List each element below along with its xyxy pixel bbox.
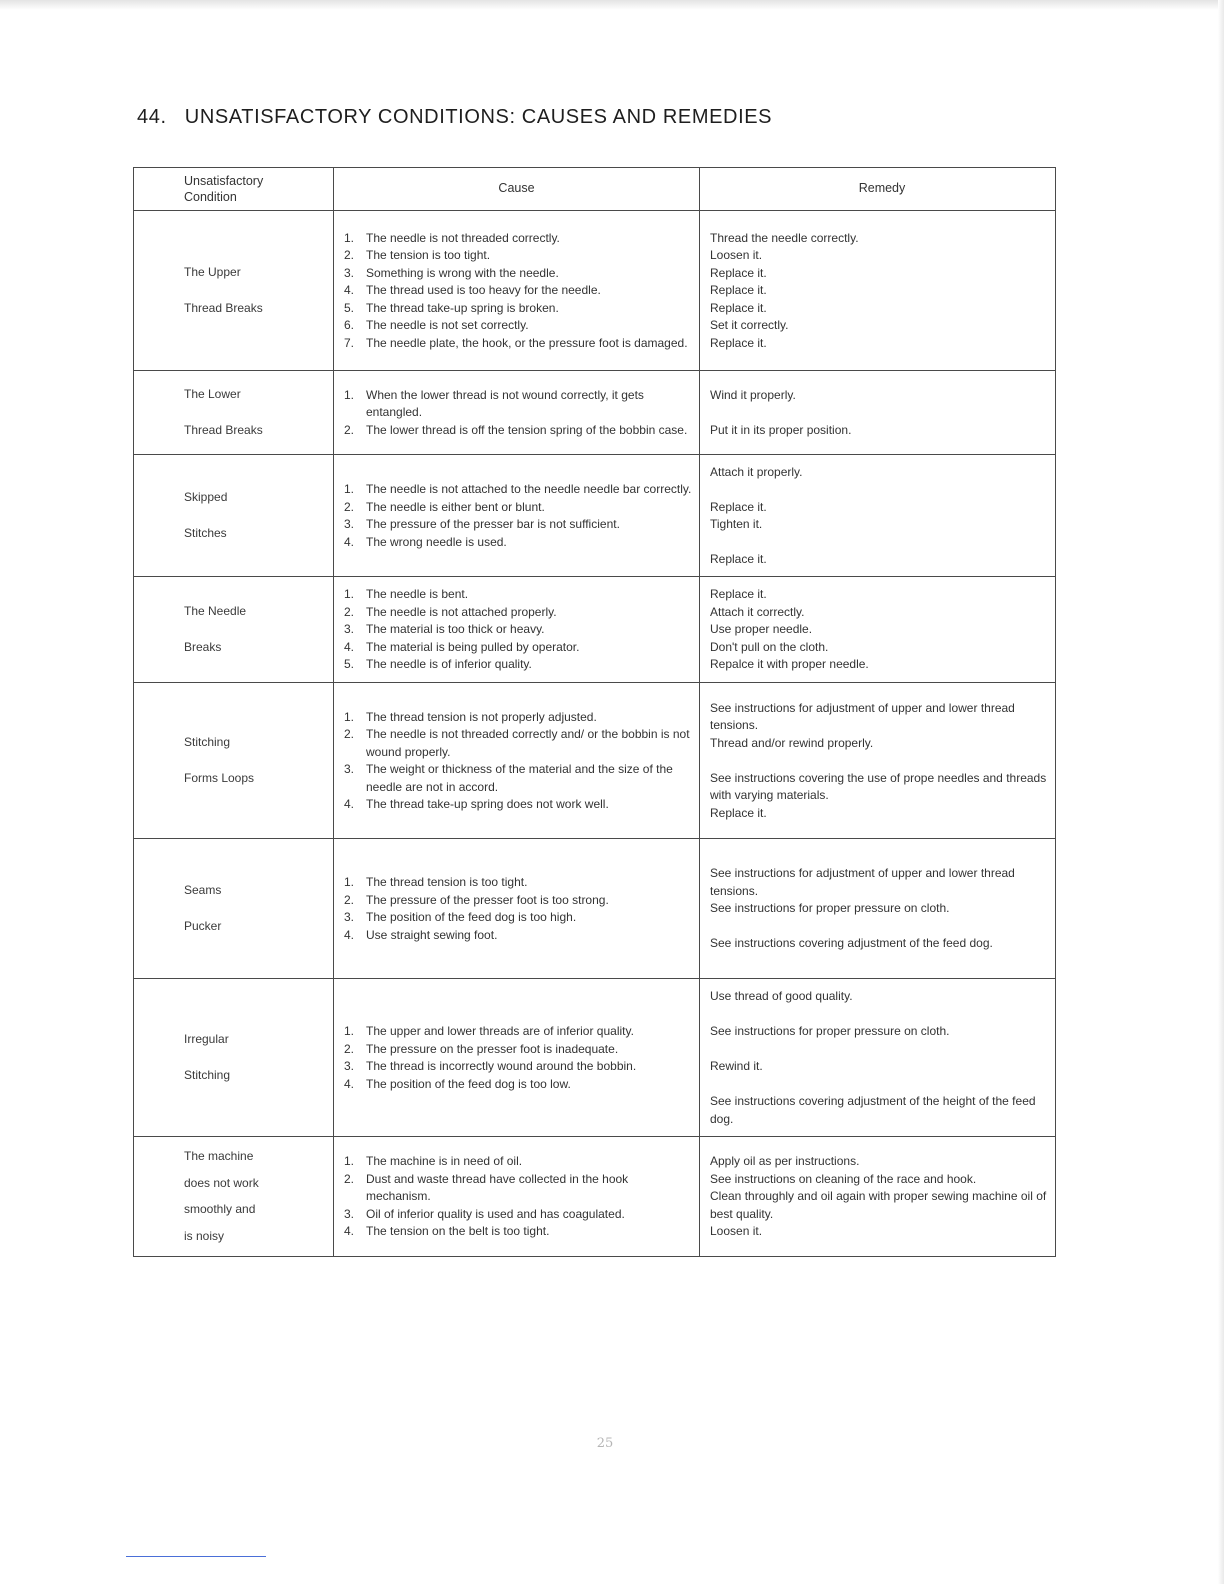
cause-item [344, 335, 693, 353]
condition-line: The Lower [184, 386, 241, 401]
remedy-item: See instructions covering adjustment of the feed dog. [710, 936, 993, 951]
remedy-item: Replace it. [710, 283, 767, 298]
remedy-item: Wind it properly. [710, 387, 796, 402]
cause-number: 1. [344, 230, 355, 245]
cause-number: 5. [344, 300, 355, 315]
remedy-cell [700, 683, 1056, 839]
scan-edge-top [0, 0, 1224, 10]
cause-text: The needle is not threaded correctly. [366, 230, 560, 245]
cause-number: 4. [344, 283, 355, 298]
remedy-cell [700, 1137, 1056, 1257]
table-row [134, 839, 1056, 979]
cause-number: 2. [344, 604, 355, 619]
cause-text: The needle is of inferior quality. [366, 657, 532, 672]
cause-number: 1. [344, 709, 355, 724]
cause-cell [334, 979, 700, 1137]
remedy-cell [700, 455, 1056, 577]
cause-text: The tension on the belt is too tight. [366, 1224, 550, 1239]
condition-line: does not work [184, 1175, 259, 1190]
condition-line: Seams [184, 882, 222, 897]
remedy-item: Use thread of good quality. [710, 989, 853, 1003]
remedy-item: Put it in its proper position. [710, 422, 852, 437]
remedy-item: Replace it. [710, 805, 767, 820]
header-cause: Cause [334, 168, 700, 211]
cause-number: 2. [344, 727, 355, 741]
cause-item [344, 621, 693, 639]
cause-text: The machine is in need of oil. [366, 1154, 523, 1169]
remedy-item: Apply oil as per instructions. [710, 1154, 860, 1169]
page-number: 25 [596, 1436, 614, 1451]
cause-number: 3. [344, 1206, 355, 1221]
cause-number: 1. [344, 387, 355, 402]
cause-number: 2. [344, 422, 355, 437]
cause-item [344, 639, 693, 657]
cause-number: 2. [344, 892, 355, 907]
cause-item [344, 422, 693, 440]
remedy-cell [700, 371, 1056, 455]
cause-cell [334, 577, 700, 683]
cause-item [344, 1223, 693, 1241]
cause-cell [334, 839, 700, 979]
remedy-item: Loosen it. [710, 1224, 763, 1239]
condition-line: Irregular [184, 1031, 229, 1046]
table-body [134, 211, 1056, 1257]
cause-item [344, 534, 693, 552]
remedy-cell [700, 211, 1056, 371]
cause-number: 3. [344, 517, 355, 531]
cause-number: 4. [344, 1076, 355, 1091]
cause-item [344, 1206, 693, 1224]
cause-text: The thread take-up spring is broken. [366, 300, 559, 315]
cause-item [344, 709, 693, 727]
condition-cell [134, 371, 334, 455]
cause-number: 1. [344, 482, 355, 496]
cause-text: The pressure of the presser foot is too strong. [366, 892, 609, 907]
remedy-item: Thread and/or rewind properly. [710, 735, 874, 750]
condition-cell [134, 683, 334, 839]
cause-cell [334, 455, 700, 577]
condition-line: The Needle [184, 603, 247, 618]
cause-item [344, 1171, 693, 1206]
cause-item [344, 481, 693, 499]
cause-text: The upper and lower threads are of inferior quality. [366, 1024, 634, 1038]
cause-item [344, 516, 693, 534]
cause-item [344, 927, 693, 945]
cause-number: 4. [344, 534, 355, 549]
cause-item [344, 656, 693, 674]
cause-text: The tension is too tight. [366, 248, 491, 263]
table-header-row [134, 168, 1056, 211]
cause-item [344, 726, 693, 761]
cause-text: The pressure on the presser foot is inadequate. [366, 1041, 619, 1056]
remedy-item: Rewind it. [710, 1059, 763, 1073]
cause-item [344, 796, 693, 814]
cause-text: The thread is incorrectly wound around the bobbin. [366, 1059, 637, 1073]
remedy-item: Repalce it with proper needle. [710, 657, 869, 672]
remedy-item: See instructions on cleaning of the race and hook. [710, 1171, 977, 1186]
footer-rule [126, 1556, 266, 1557]
cause-item [344, 586, 693, 604]
header-condition [134, 168, 334, 211]
condition-line: Skipped [184, 489, 228, 504]
condition-cell [134, 979, 334, 1137]
condition-line: Thread Breaks [184, 423, 263, 437]
condition-line: smoothly and [184, 1202, 256, 1216]
condition-line: Stitching [184, 734, 231, 749]
cause-cell [334, 1137, 700, 1257]
cause-cell [334, 371, 700, 455]
scan-edge-right [1218, 0, 1224, 1584]
cause-text: The needle is not attached properly. [366, 604, 557, 619]
cause-number: 3. [344, 622, 355, 637]
cause-text: The needle is bent. [366, 587, 469, 602]
remedy-item: See instructions for adjustment of upper and lower thread tensions. [710, 866, 1015, 898]
cause-item [344, 499, 693, 517]
remedy-item: See instructions for proper pressure on cloth. [710, 1024, 950, 1038]
cause-list [344, 586, 693, 674]
cause-item [344, 1076, 693, 1094]
cause-text: The needle plate, the hook, or the pressure foot is damaged. [366, 335, 688, 350]
remedy-item: Set it correctly. [710, 318, 789, 333]
cause-item [344, 387, 693, 422]
cause-number: 4. [344, 639, 355, 654]
cause-list [344, 874, 693, 944]
remedy-cell [700, 979, 1056, 1137]
cause-text: The pressure of the presser bar is not sufficient. [366, 517, 620, 531]
cause-number: 6. [344, 318, 355, 333]
cause-text: The thread take-up spring does not work well. [366, 797, 609, 811]
cause-number: 3. [344, 265, 355, 280]
remedy-item: Attach it correctly. [710, 604, 805, 619]
condition-cell [134, 455, 334, 577]
cause-number: 2. [344, 248, 355, 263]
remedy-item: Thread the needle correctly. [710, 230, 859, 245]
remedy-item: Replace it. [710, 499, 767, 514]
cause-text: The position of the feed dog is too high. [366, 910, 577, 924]
cause-list [344, 1023, 693, 1093]
cause-item [344, 265, 693, 283]
cause-item [344, 761, 693, 796]
cause-item [344, 282, 693, 300]
cause-text: Dust and waste thread have collected in the hook mechanism. [366, 1171, 629, 1204]
cause-item [344, 230, 693, 248]
conditions-table [133, 167, 1056, 1257]
condition-line: Stitching [184, 1068, 231, 1082]
condition-cell [134, 577, 334, 683]
cause-number: 5. [344, 657, 355, 672]
cause-item [344, 247, 693, 265]
cause-number: 3. [344, 762, 355, 776]
remedy-cell [700, 839, 1056, 979]
cause-number: 7. [344, 335, 355, 350]
table-row [134, 683, 1056, 839]
remedy-item: Replace it. [710, 265, 767, 280]
cause-text: The material is too thick or heavy. [366, 622, 545, 637]
cause-text: The thread tension is not properly adjusted. [366, 709, 597, 724]
condition-line: Breaks [184, 640, 222, 654]
cause-text: The needle is either bent or blunt. [366, 499, 545, 514]
cause-text: The weight or thickness of the material and the size of the needle are not in accord. [366, 762, 673, 794]
cause-item [344, 1058, 693, 1076]
remedy-item: Replace it. [710, 587, 767, 602]
cause-number: 1. [344, 1154, 355, 1169]
cause-list [344, 709, 693, 814]
condition-line: Stitches [184, 526, 227, 540]
cause-number: 3. [344, 1059, 355, 1073]
table-row [134, 455, 1056, 577]
cause-list [344, 230, 693, 353]
condition-cell [134, 211, 334, 371]
cause-number: 1. [344, 1024, 355, 1038]
section-title: UNSATISFACTORY CONDITIONS: CAUSES AND REMEDIES [184, 106, 773, 128]
header-condition-line: Condition [184, 190, 237, 204]
cause-list [344, 387, 693, 440]
page-title [137, 106, 772, 129]
cause-item [344, 874, 693, 892]
cause-number: 2. [344, 499, 355, 514]
condition-line: Pucker [184, 919, 222, 933]
cause-item [344, 1153, 693, 1171]
table-row [134, 979, 1056, 1137]
cause-text: The needle is not set correctly. [366, 318, 529, 333]
cause-cell [334, 683, 700, 839]
table-row [134, 371, 1056, 455]
remedy-item: Tighten it. [710, 517, 763, 531]
cause-text: The needle is not threaded correctly and/ or the bobbin is not wound properly. [366, 727, 690, 759]
cause-number: 1. [344, 587, 355, 602]
cause-text: Oil of inferior quality is used and has coagulated. [366, 1206, 625, 1221]
condition-line: The Upper [184, 264, 241, 279]
cause-text: The thread tension is too tight. [366, 875, 528, 889]
cause-text: The lower thread is off the tension spring of the bobbin case. [366, 422, 688, 437]
remedy-item: See instructions for adjustment of upper and lower thread tensions. [710, 700, 1015, 733]
cause-item [344, 892, 693, 910]
cause-item [344, 909, 693, 927]
cause-item [344, 1023, 693, 1041]
cause-number: 2. [344, 1041, 355, 1056]
condition-line: is noisy [184, 1228, 225, 1243]
cause-cell [334, 211, 700, 371]
cause-number: 4. [344, 1224, 355, 1239]
cause-item [344, 317, 693, 335]
cause-number: 4. [344, 797, 355, 811]
cause-number: 2. [344, 1171, 355, 1186]
remedy-item: Don't pull on the cloth. [710, 639, 829, 654]
header-remedy: Remedy [700, 168, 1056, 211]
table-row [134, 577, 1056, 683]
remedy-item: Replace it. [710, 335, 767, 350]
cause-list [344, 481, 693, 551]
cause-text: The wrong needle is used. [366, 534, 507, 549]
header-condition-line: Unsatisfactory [184, 174, 264, 188]
remedy-cell [700, 577, 1056, 683]
cause-list [344, 1153, 693, 1241]
cause-text: The material is being pulled by operator. [366, 639, 580, 654]
remedy-item: Loosen it. [710, 248, 763, 263]
remedy-item: Use proper needle. [710, 622, 813, 637]
condition-cell [134, 839, 334, 979]
condition-cell [134, 1137, 334, 1257]
cause-text: The needle is not attached to the needle needle bar correctly. [366, 482, 692, 496]
cause-text: The position of the feed dog is too low. [366, 1076, 571, 1091]
cause-item [344, 300, 693, 318]
remedy-item: Clean throughly and oil again with proper sewing machine oil of best quality. [710, 1189, 1047, 1221]
cause-item [344, 1041, 693, 1059]
table-row [134, 1137, 1056, 1257]
cause-number: 4. [344, 927, 355, 942]
remedy-item: See instructions for proper pressure on cloth. [710, 901, 950, 916]
condition-line: Thread Breaks [184, 301, 263, 315]
cause-text: The thread used is too heavy for the needle. [366, 283, 601, 298]
cause-number: 3. [344, 910, 355, 924]
cause-text: When the lower thread is not wound correctly, it gets entangled. [366, 387, 644, 420]
table-row [134, 211, 1056, 371]
section-number: 44. [137, 106, 167, 128]
remedy-item: Replace it. [710, 300, 767, 315]
condition-line: The machine [184, 1149, 254, 1163]
cause-item [344, 604, 693, 622]
cause-text: Something is wrong with the needle. [366, 265, 559, 280]
remedy-item: Attach it properly. [710, 464, 803, 479]
remedy-item: Replace it. [710, 552, 767, 566]
cause-text: Use straight sewing foot. [366, 927, 498, 942]
remedy-item: See instructions covering the use of prope needles and threads with varying materials. [710, 770, 1047, 803]
condition-line: Forms Loops [184, 771, 255, 785]
cause-number: 1. [344, 875, 355, 889]
remedy-item: See instructions covering adjustment of the height of the feed dog. [710, 1094, 1036, 1126]
